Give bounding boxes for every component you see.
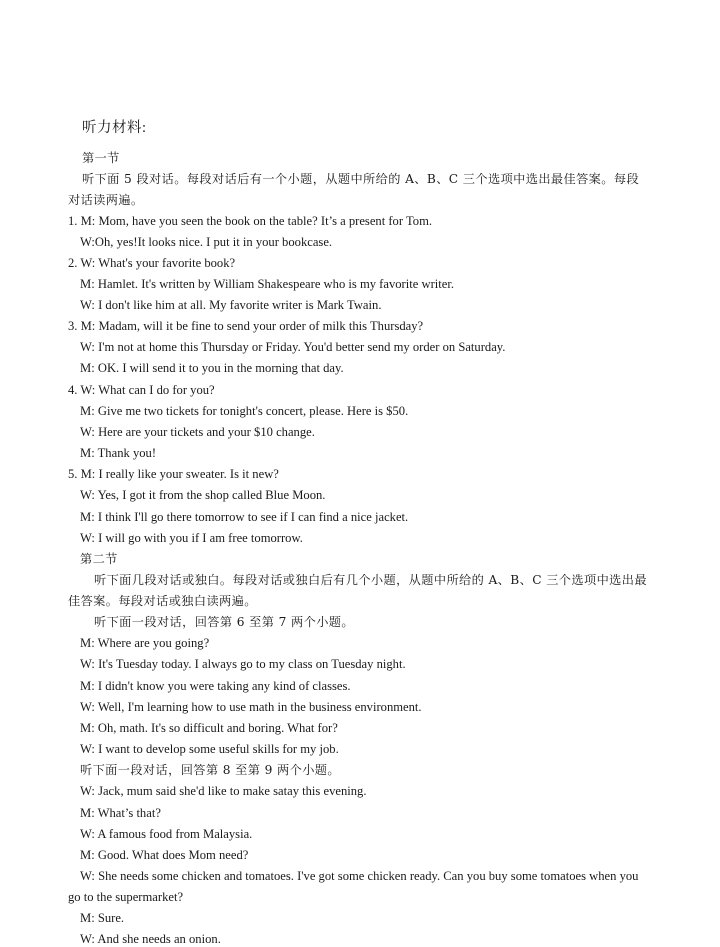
part-2-line-5: W: She needs some chicken and tomatoes. I've got some chicken ready. Can you buy some tomatoes when you (80, 869, 639, 883)
part-2-line-1: W: Jack, mum said she'd like to make satay this evening. (80, 784, 367, 798)
part-2-line-6: M: Sure. (80, 911, 125, 925)
dialogue-5-line-4: W: I will go with you if I am free tomorrow. (80, 531, 303, 545)
part-2-line-4: M: Good. What does Mom need? (80, 848, 249, 862)
dialogue-4-line-4: M: Thank you! (80, 446, 157, 460)
part-2-instruction: 听下面一段对话，回答第 8 至第 9 两个小题。 (80, 763, 340, 777)
dialogue-2-line-2: M: Hamlet. It's written by William Shakespeare who is my favorite writer. (80, 277, 455, 291)
part-2-line-2: M: What’s that? (80, 806, 161, 820)
dialogue-4-line-2: M: Give me two tickets for tonight's concert, please. Here is $50. (80, 404, 409, 418)
section-1-instructions-cont: 对话读两遍。 (68, 193, 144, 207)
dialogue-4-line-1: 4. W: What can I do for you? (68, 383, 215, 397)
dialogue-2-line-3: W: I don't like him at all. My favorite writer is Mark Twain. (80, 298, 382, 312)
part-2-line-5-cont: go to the supermarket? (68, 890, 184, 904)
section-1-heading: 第一节 (82, 151, 120, 165)
part-1-line-2: W: It's Tuesday today. I always go to my class on Tuesday night. (80, 657, 406, 671)
section-2-instructions: 听下面几段对话或独白。每段对话或独白后有几个小题，从题中所给的 A、B、C 三个选项中选出最 (94, 573, 647, 587)
dialogue-3-line-2: W: I'm not at home this Thursday or Friday. You'd better send my order on Saturday. (80, 340, 506, 354)
dialogue-5-line-2: W: Yes, I got it from the shop called Blue Moon. (80, 488, 326, 502)
page-title: 听力材料: (82, 120, 147, 136)
dialogue-2-line-1: 2. W: What's your favorite book? (68, 256, 236, 270)
part-1-line-6: W: I want to develop some useful skills for my job. (80, 742, 339, 756)
part-1-line-1: M: Where are you going? (80, 636, 210, 650)
section-1-instructions: 听下面 5 段对话。每段对话后有一个小题，从题中所给的 A、B、C 三个选项中选出最佳答案。每段 (82, 172, 640, 186)
part-2-line-7: W: And she needs an onion. (80, 932, 221, 946)
dialogue-3-line-1: 3. M: Madam, will it be fine to send your order of milk this Thursday? (68, 319, 424, 333)
dialogue-1-line-2: W:Oh, yes!It looks nice. I put it in your bookcase. (80, 235, 333, 249)
part-1-line-4: W: Well, I'm learning how to use math in the business environment. (80, 700, 422, 714)
dialogue-5-line-1: 5. M: I really like your sweater. Is it new? (68, 467, 279, 481)
part-2-line-3: W: A famous food from Malaysia. (80, 827, 253, 841)
dialogue-3-line-3: M: OK. I will send it to you in the morning that day. (80, 361, 344, 375)
dialogue-1-line-1: 1. M: Mom, have you seen the book on the table? It’s a present for Tom. (68, 214, 433, 228)
section-2-instructions-cont: 佳答案。每段对话或独白读两遍。 (68, 594, 257, 608)
part-1-line-3: M: I didn't know you were taking any kind of classes. (80, 679, 351, 693)
part-1-instruction: 听下面一段对话，回答第 6 至第 7 两个小题。 (94, 615, 354, 629)
dialogue-4-line-3: W: Here are your tickets and your $10 change. (80, 425, 315, 439)
dialogue-5-line-3: M: I think I'll go there tomorrow to see if I can find a nice jacket. (80, 510, 409, 524)
part-1-line-5: M: Oh, math. It's so difficult and boring. What for? (80, 721, 338, 735)
section-2-heading: 第二节 (80, 552, 118, 566)
